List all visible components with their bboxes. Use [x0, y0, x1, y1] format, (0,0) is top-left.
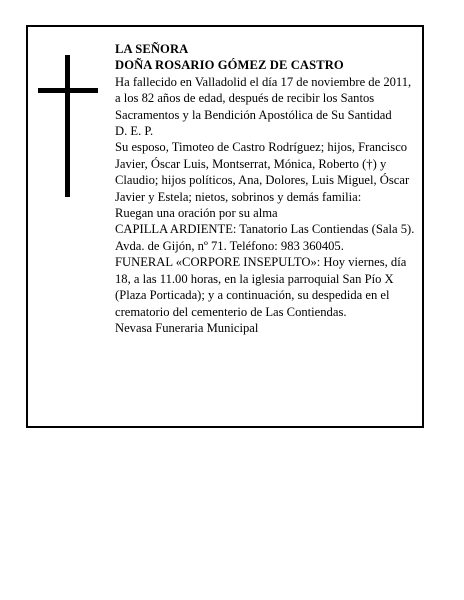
prayer-request: Ruegan una oración por su alma	[115, 206, 278, 221]
cross-vertical-bar	[65, 55, 70, 197]
obituary-notice	[26, 25, 424, 428]
family-list: Su esposo, Timoteo de Castro Rodríguez; hijos, Francisco Javier, Óscar Luis, Montserrat, Mónica, Roberto (†) y Claudio; hijos políticos, Ana, Dolores, Luis Miguel, Óscar Javier y Estela; nietos, sobrinos y demás familia:	[115, 140, 410, 204]
notice-title-line1: LA SEÑORA	[115, 42, 189, 56]
latin-cross-icon	[38, 55, 98, 197]
chapel-info: CAPILLA ARDIENTE: Tanatorio Las Contiendas (Sala 5). Avda. de Gijón, nº 71. Teléfono: 983 360405.	[115, 222, 415, 253]
notice-text	[115, 41, 417, 336]
dep-line: D. E. P.	[115, 124, 154, 139]
death-announcement: Ha fallecido en Valladolid el día 17 de noviembre de 2011, a los 82 años de edad, después de recibir los Santos Sacramentos y la Bendición Apostólica de Su Santidad	[115, 74, 412, 122]
cross-horizontal-bar	[38, 88, 98, 93]
deceased-name: DOÑA ROSARIO GÓMEZ DE CASTRO	[115, 58, 344, 73]
funeral-company: Nevasa Funeraria Municipal	[115, 320, 259, 335]
funeral-info: FUNERAL «CORPORE INSEPULTO»: Hoy viernes, día 18, a las 11.00 horas, en la iglesia parroquial San Pío X (Plaza Porticada); y a continuación, su despedida en el crematorio del cementerio de Las Contiendas.	[115, 255, 407, 319]
